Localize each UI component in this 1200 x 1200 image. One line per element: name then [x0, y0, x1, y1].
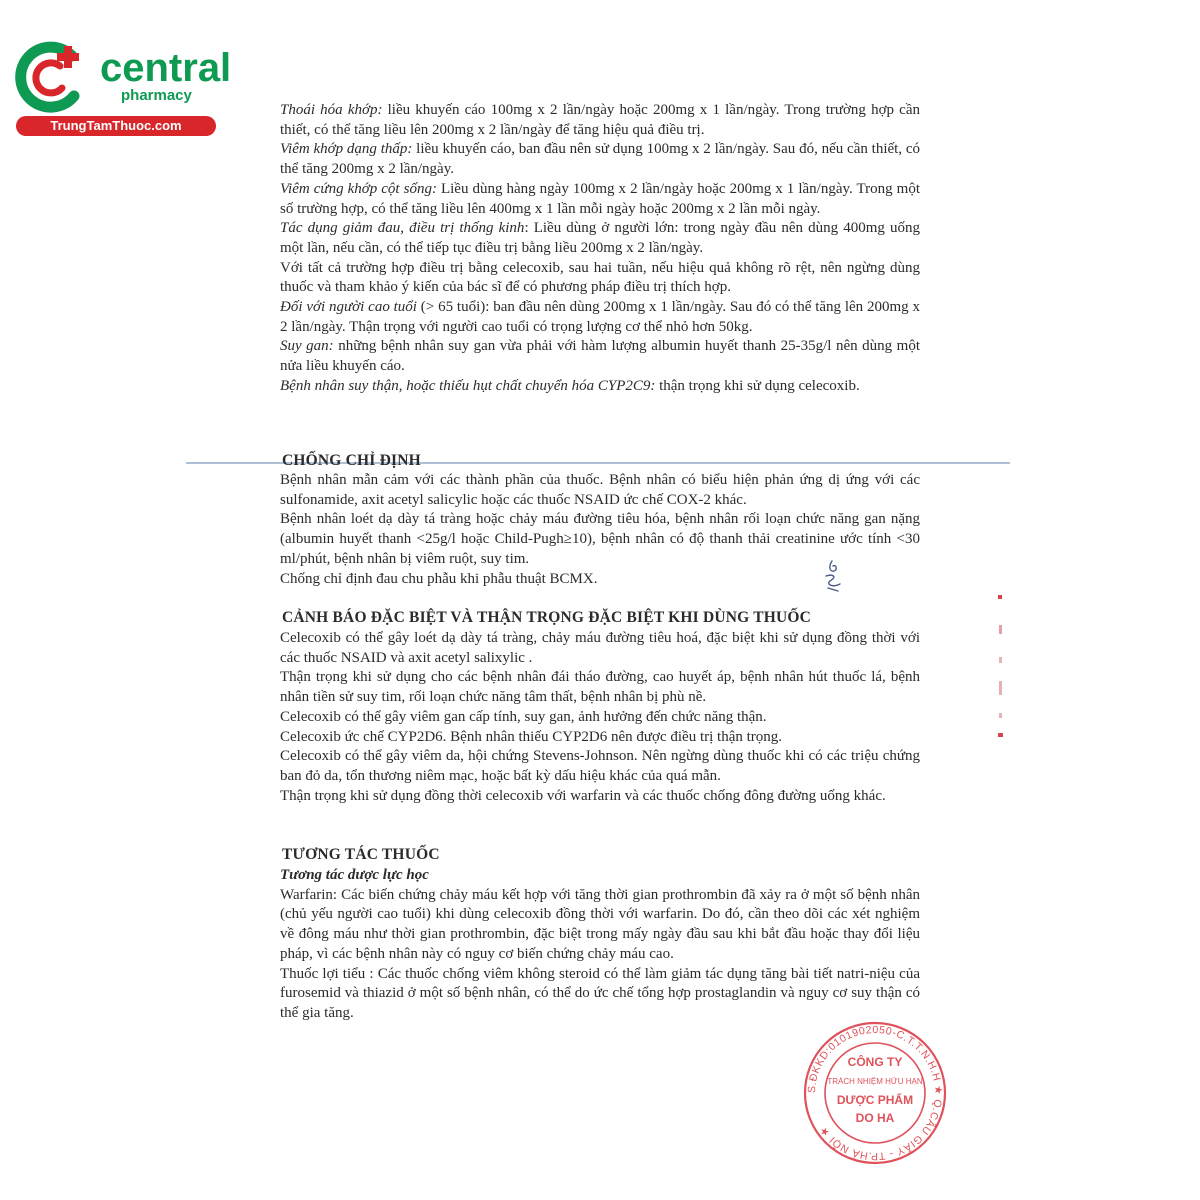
logo-website: TrungTamThuoc.com	[16, 116, 216, 136]
dosage-label: Đối với người cao tuổi	[280, 299, 417, 316]
dosage-item	[280, 219, 920, 258]
dosage-item	[280, 259, 920, 298]
dosage-text: những bệnh nhân suy gan vừa phải với hàm lượng albumin huyết thanh 25-35g/l nên dùng một nửa liều khuyến cáo.	[280, 338, 921, 375]
dosage-item	[280, 180, 920, 219]
warning-paragraph: Thận trọng khi sử dụng cho các bệnh nhân đái tháo đường, cao huyết áp, bệnh nhân hút thuốc lá, bệnh nhân tiền sử suy tim, rối loạn chức năng tâm thất, bệnh nhân bị phù nề.	[280, 669, 920, 706]
logo-subtitle: pharmacy	[121, 87, 192, 104]
warning-paragraph: Celecoxib có thể gây loét dạ dày tá tràng, chảy máu đường tiêu hoá, đặc biệt khi sử dụng đồng thời với các thuốc NSAID và axit acetyl salixylic .	[280, 630, 920, 666]
dosage-label: Viêm cứng khớp cột sống:	[280, 180, 437, 197]
dosage-text: liều khuyến cáo, ban đầu nên sử dụng 100mg x 2 lần/ngày. Sau đó, nếu cần thiết, có thể tăng 200mg x 2 lần/ngày.	[280, 141, 920, 178]
stamp-line: DO HA	[855, 1111, 895, 1125]
contraindication-paragraph: Chống chỉ định đau chu phẫu khi phẫu thuật BCMX.	[280, 570, 598, 587]
interaction-paragraph: Warfarin: Các biến chứng chảy máu kết hợp với tăng thời gian prothrombin đã xảy ra ở một số bệnh nhân (chủ yếu người cao tuổi) khi dùng celecoxib đồng thời với warfarin. Do đó, cần theo dõi các xét nghiệm về đông máu như thời gian prothrombin, đặc biệt trong mấy ngày đầu sau khi bắt đầu hoặc thay đổi liệu pháp, vì các bệnh nhân này có nguy cơ biến chứng chảy máu cao.	[280, 886, 920, 962]
contraindication-paragraph: Bệnh nhân mẫn cảm với các thành phần của thuốc. Bệnh nhân có biểu hiện phản ứng dị ứng với các sulfonamide, axit acetyl salicylic hoặc các thuốc NSAID ức chế COX-2 khác.	[280, 472, 920, 508]
stamp-line: TRÁCH NHIỆM HỮU HẠN	[827, 1077, 923, 1086]
interactions-heading: TƯƠNG TÁC THUỐC	[282, 846, 440, 863]
dosage-text: Với tất cả trường hợp điều trị bằng celecoxib, sau hai tuần, nếu hiệu quả không rõ rệt, nên ngừng dùng thuốc và tham khảo ý kiến của bác sĩ để có phương pháp điều trị thích hợp.	[280, 259, 920, 296]
company-seal-stamp	[800, 1018, 950, 1168]
dosage-item	[280, 298, 920, 337]
margin-marks	[994, 595, 1006, 745]
interaction-paragraph: Thuốc lợi tiểu : Các thuốc chống viêm không steroid có thể làm giảm tác dụng tăng bài tiết natri-niệu của furosemid và thiazid ở một số bệnh nhân, có thể do ức chế tổng hợp prostaglandin và nguy cơ suy thận có thể gia tăng.	[280, 965, 920, 1021]
stamp-line: DƯỢC PHẨM	[836, 1093, 914, 1107]
dosage-item	[280, 140, 920, 179]
dosage-label: Viêm khớp dạng thấp:	[280, 141, 413, 158]
central-pharmacy-logo[interactable]	[10, 36, 232, 136]
interactions-subheading: Tương tác dược lực học	[280, 867, 429, 883]
interactions-section	[280, 866, 920, 1024]
warning-paragraph: Celecoxib có thể gây viêm gan cấp tính, suy gan, ảnh hưởng đến chức năng thận.	[280, 708, 767, 725]
stamp-line: CÔNG TY	[847, 1055, 903, 1069]
dosage-text: : Liều dùng ở người lớn: trong ngày đầu nên dùng 400mg uống một lần, nếu cần, có thể tiếp tục điều trị bằng liều 200mg x 2 lần/ngày.	[280, 220, 920, 256]
dosage-text: Liều dùng hàng ngày 100mg x 2 lần/ngày hoặc 200mg x 1 lần/ngày. Trong một số trường hợp, có thể tăng liều lên 400mg x 1 lần mỗi ngày hoặc 200mg x 2 lần mỗi ngày.	[280, 180, 920, 217]
stamp-ring-text: S.ĐKKD:0101902050-C.T.T.N.H.H ★ Q.CẦU GIẤY - TP.HÀ NỘI ★	[805, 1023, 945, 1163]
dosage-label: Bệnh nhân suy thận, hoặc thiếu hụt chất chuyển hóa CYP2C9:	[280, 377, 656, 394]
dosage-label: Tác dụng giảm đau, điều trị thống kinh	[280, 220, 525, 237]
warnings-section	[280, 629, 920, 806]
dosage-label: Suy gan:	[280, 338, 334, 355]
dosage-item	[280, 337, 920, 376]
warning-paragraph: Celecoxib có thể gây viêm da, hội chứng Stevens-Johnson. Nên ngừng dùng thuốc khi có các triệu chứng ban đỏ da, tổn thương niêm mạc, hoặc bất kỳ dấu hiệu khác của quá mẫn.	[280, 748, 920, 784]
warnings-heading: CẢNH BÁO ĐẶC BIỆT VÀ THẬN TRỌNG ĐẶC BIỆT KHI DÙNG THUỐC	[282, 609, 812, 626]
warning-paragraph: Thận trọng khi sử dụng đồng thời celecoxib với warfarin và các thuốc chống đông đường uống khác.	[280, 787, 886, 804]
contraindication-paragraph: Bệnh nhân loét dạ dày tá tràng hoặc chảy máu đường tiêu hóa, bệnh nhân rối loạn chức năng gan nặng (albumin huyết thanh <25g/l hoặc Child-Pugh≥10), bệnh nhân có độ thanh thải creatinine ước tính <30 ml/phút, bệnh nhân bị viêm ruột, suy tim.	[280, 511, 920, 567]
dosage-text: thận trọng khi sử dụng celecoxib.	[655, 377, 860, 394]
warning-paragraph: Celecoxib ức chế CYP2D6. Bệnh nhân thiếu CYP2D6 nên được điều trị thận trọng.	[280, 728, 783, 745]
dosage-text: (> 65 tuổi): ban đầu nên dùng 200mg x 1 lần/ngày. Sau đó có thể tăng lên 200mg x 2 lần/ngày. Thận trọng với người cao tuổi có trọng lượng cơ thể nhỏ hơn 50kg.	[280, 299, 920, 335]
dosage-item	[280, 101, 920, 140]
pharmacy-ring-icon	[10, 38, 96, 116]
dosage-text: liều khuyến cáo 100mg x 2 lần/ngày hoặc 200mg x 1 lần/ngày. Trong trường hợp cần thiết, có thể tăng liều lên 200mg x 2 lần/ngày để tăng hiệu quả điều trị.	[280, 102, 920, 138]
dosage-label: Thoái hóa khớp:	[280, 102, 383, 118]
dosage-item	[280, 377, 920, 397]
dosage-section	[280, 101, 920, 397]
logo-brand: central	[100, 46, 232, 90]
contraindications-heading: CHỐNG CHỈ ĐỊNH	[282, 452, 421, 469]
handwritten-initials-signature	[818, 558, 848, 594]
